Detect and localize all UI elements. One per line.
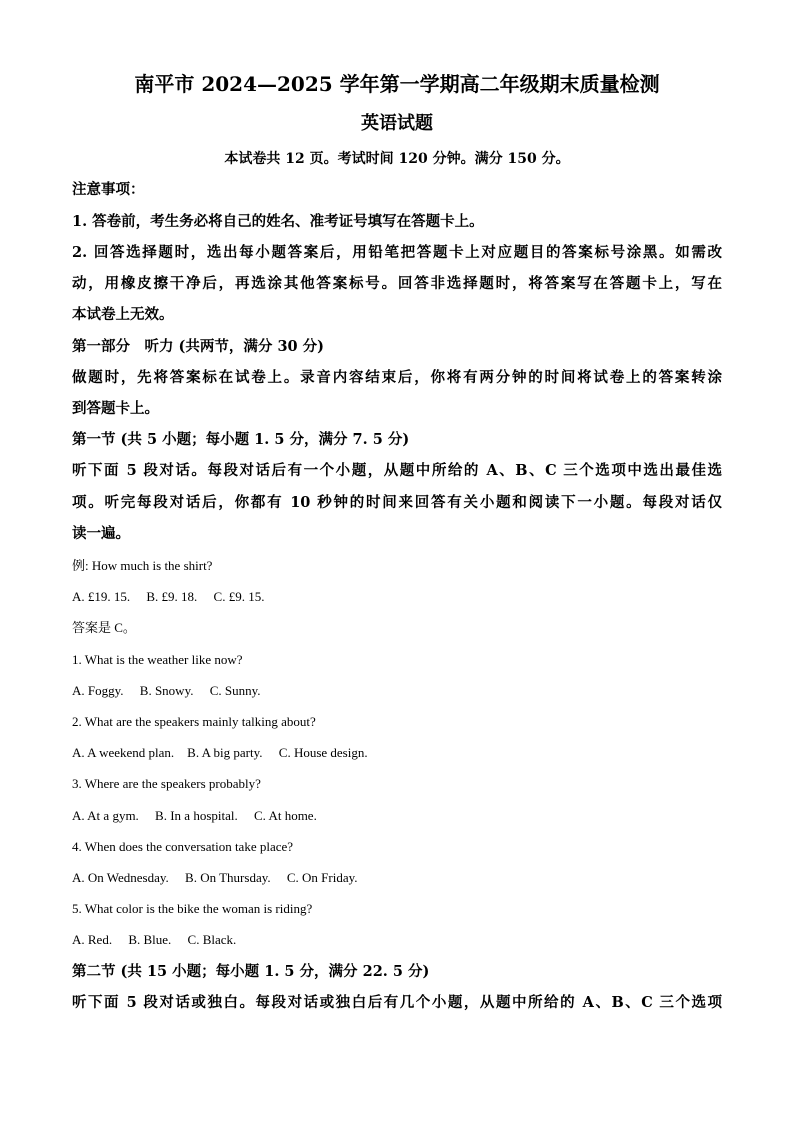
question-4: 4. When does the conversation take place? [72,839,294,854]
question-4-options: A. On Wednesday. B. On Thursday. C. On Friday. [72,870,358,885]
exam-subtitle: 英语试题 [361,113,433,134]
example-options: A. £19. 15. B. £9. 18. C. £9. 15. [72,589,265,604]
exam-info: 本试卷共 12 页。考试时间 120 分钟。满分 150 分。 [224,151,570,167]
section1-heading: 第一节 (共 5 小题；每小题 1. 5 分，满分 7. 5 分) [72,431,410,448]
part1-desc-line-2: 到答题卡上。 [72,400,159,417]
section1-desc-line-2: 项。听完每段对话后，你都有 10 秒钟的时间来回答有关小题和阅读下一小题。每段对话仅 [72,494,722,511]
question-3: 3. Where are the speakers probably? [72,776,261,791]
section1-desc-line-3: 读一遍。 [72,525,130,542]
question-3-options: A. At a gym. B. In a hospital. C. At home. [72,808,317,823]
example-question: 例: How much is the shirt? [72,558,213,573]
notice-item-1: 1. 答卷前，考生务必将自己的姓名、准考证号填写在答题卡上。 [72,213,484,230]
exam-title: 南平市 2024—2025 学年第一学期高二年级期末质量检测 [134,72,660,96]
question-5-options: A. Red. B. Blue. C. Black. [72,932,237,947]
notice-item-2-line-2: 动，用橡皮擦干净后，再选涂其他答案标号。回答非选择题时，将答案写在答题卡上，写在 [72,275,722,292]
question-5: 5. What color is the bike the woman is riding? [72,901,313,916]
question-1-options: A. Foggy. B. Snowy. C. Sunny. [72,683,261,698]
question-1: 1. What is the weather like now? [72,652,243,667]
notice-item-2-line-1: 2. 回答选择题时，选出每小题答案后，用铅笔把答题卡上对应题目的答案标号涂黑。如需改 [72,244,722,261]
section2-heading: 第二节 (共 15 小题；每小题 1. 5 分，满分 22. 5 分) [72,963,430,980]
part1-desc-line-1: 做题时，先将答案标在试卷上。录音内容结束后，你将有两分钟的时间将试卷上的答案转涂 [72,369,722,386]
example-answer: 答案是 C。 [72,620,136,635]
section1-desc-line-1: 听下面 5 段对话。每段对话后有一个小题，从题中所给的 A、B、C 三个选项中选出最佳选 [72,462,722,479]
notice-heading: 注意事项： [72,181,145,198]
question-2: 2. What are the speakers mainly talking about? [72,714,316,729]
notice-item-2-line-3: 本试卷上无效。 [72,306,174,323]
section2-desc-line-1: 听下面 5 段对话或独白。每段对话或独白后有几个小题，从题中所给的 A、B、C 三个选项 [72,994,722,1011]
part1-heading: 第一部分 听力 (共两节，满分 30 分) [72,338,325,355]
question-2-options: A. A weekend plan. B. A big party. C. House design. [72,745,368,760]
